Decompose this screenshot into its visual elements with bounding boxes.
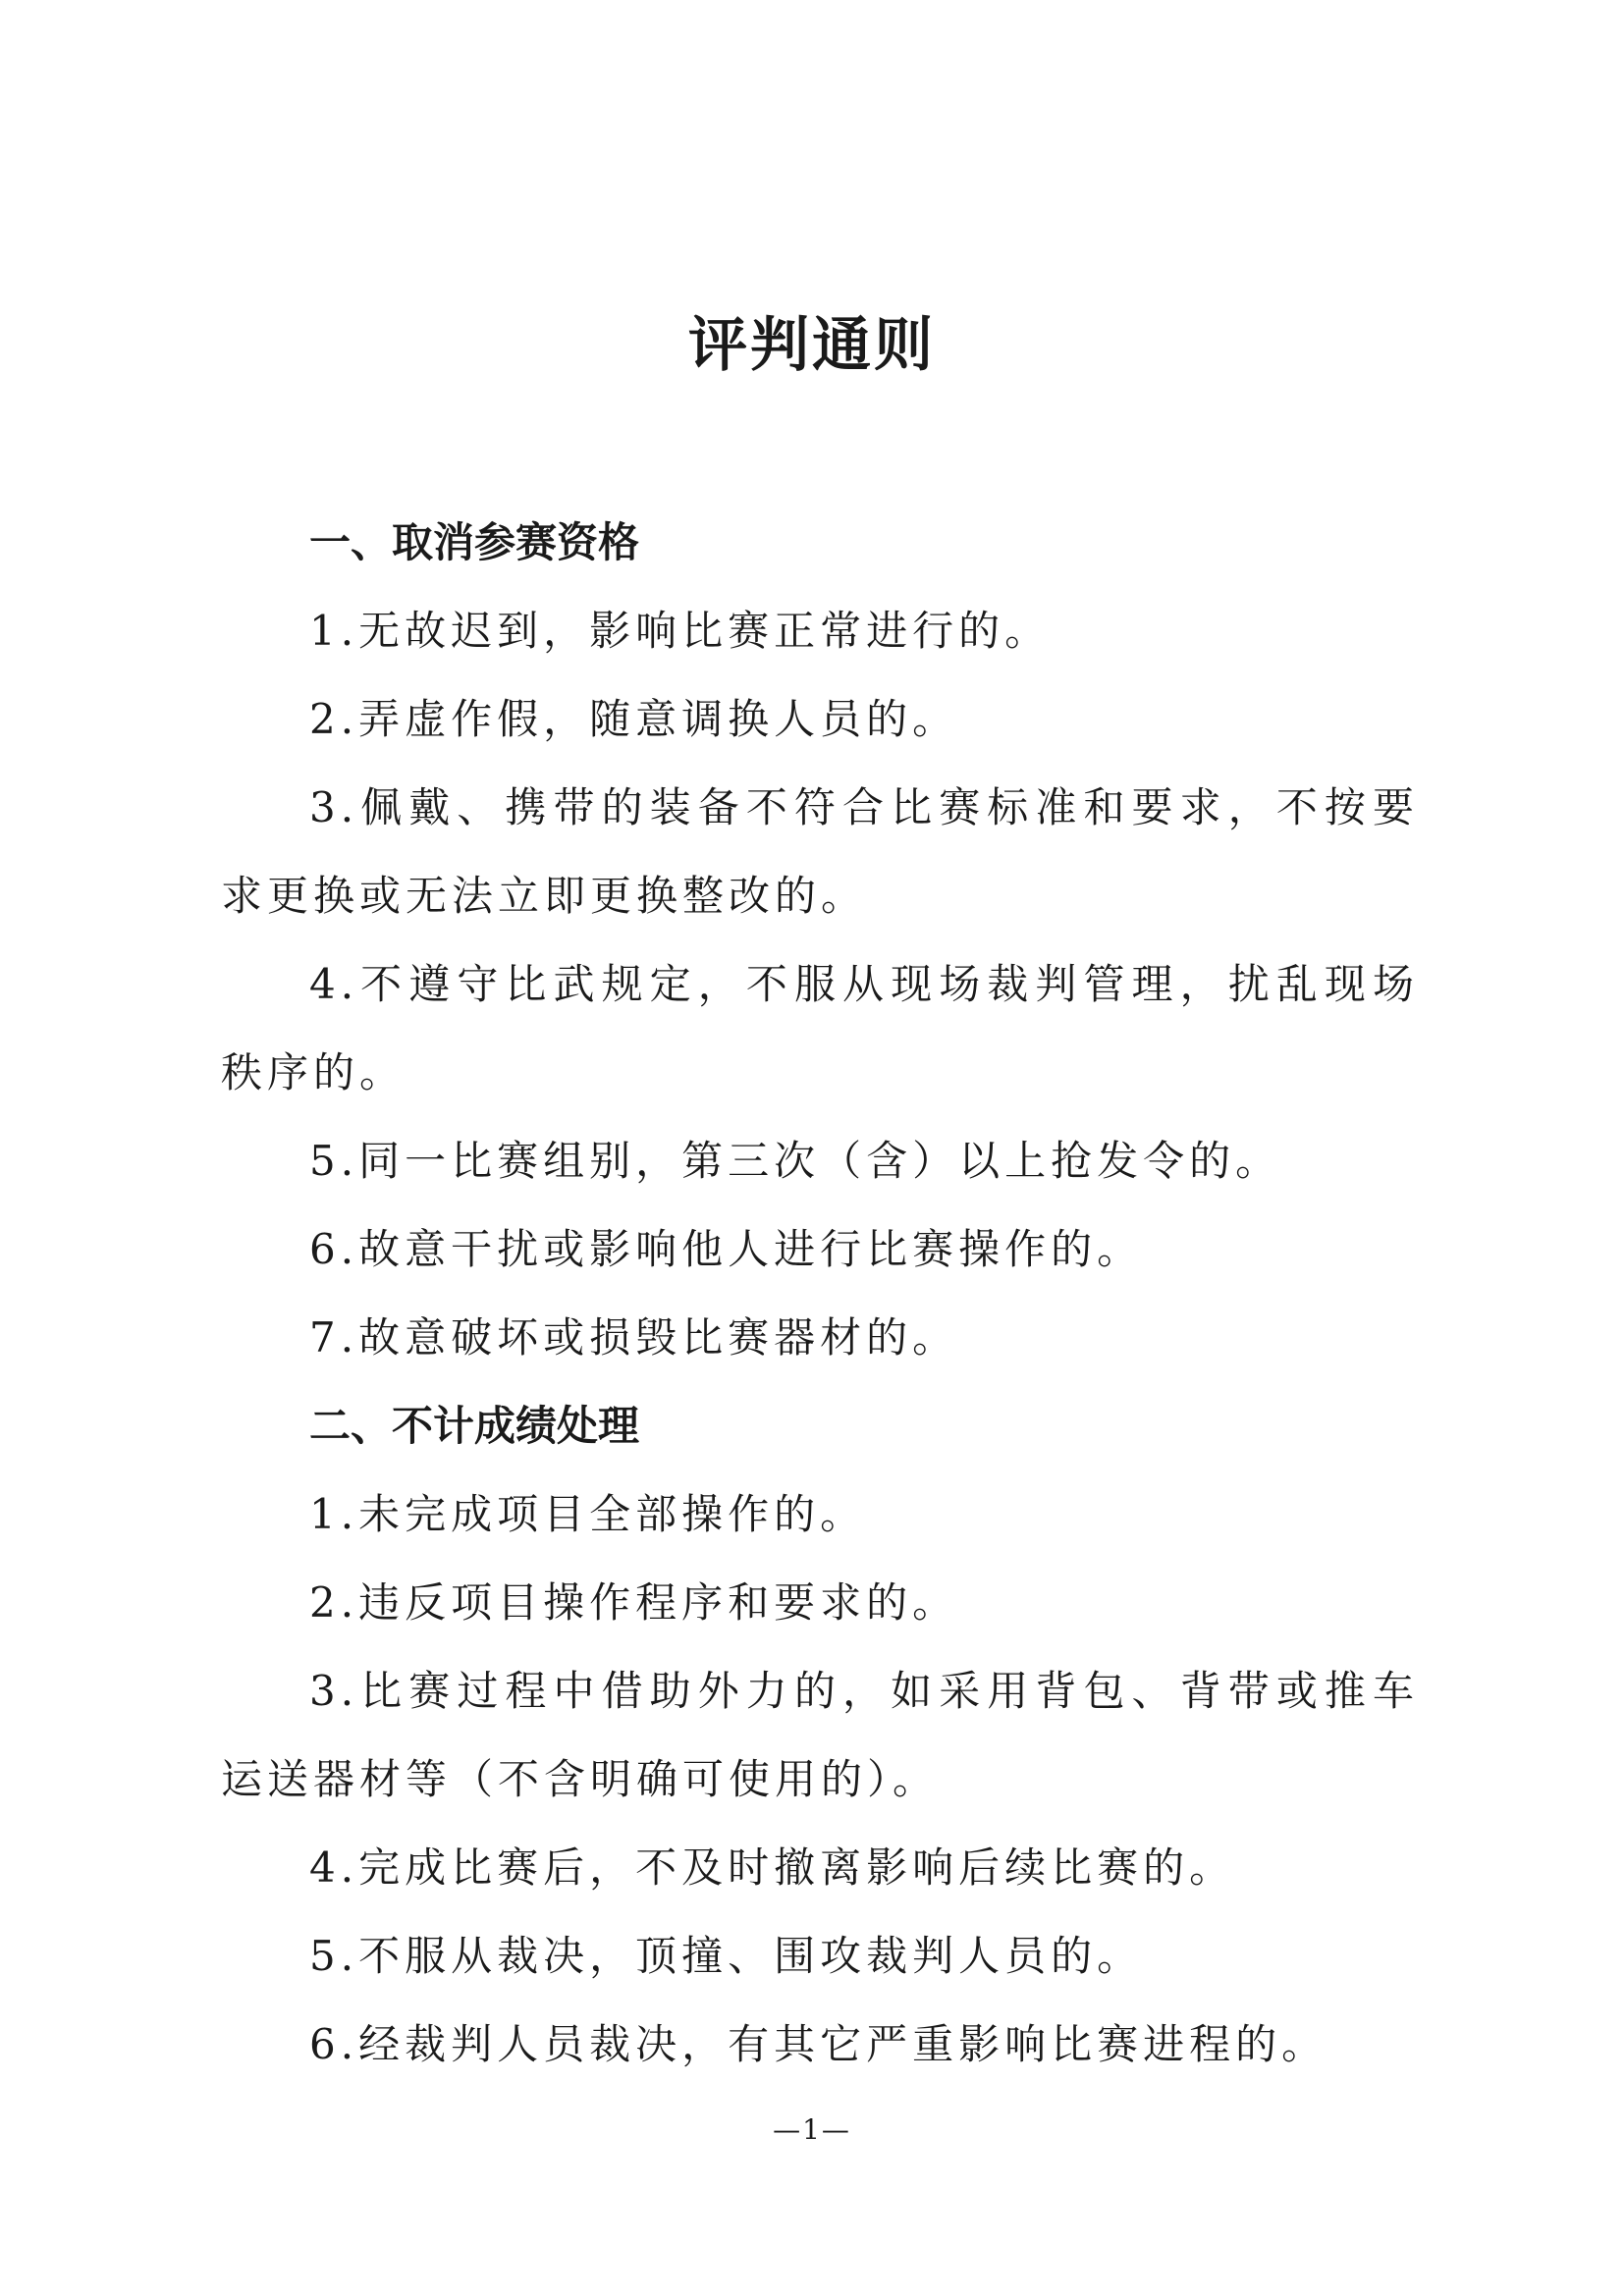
section-no-score (221, 1382, 1419, 2089)
list-item: 5.不服从裁决，顶撞、围攻裁判人员的。 (309, 1932, 1144, 1980)
list-item: 2.弄虚作假，随意调换人员的。 (309, 695, 959, 743)
list-item: 3.比赛过程中借助外力的，如采用背包、背带或推车运送器材等（不含明确可使用的）。 (221, 1667, 1419, 1803)
list-item: 6.故意干扰或影响他人进行比赛操作的。 (309, 1225, 1144, 1273)
list-item: 3.佩戴、携带的装备不符合比赛标准和要求，不按要求更换或无法立即更换整改的。 (221, 783, 1419, 920)
list-item: 6.经裁判人员裁决，有其它严重影响比赛进程的。 (309, 2020, 1328, 2068)
section-heading: 一、取消参赛资格 (309, 518, 640, 566)
list-item: 1.未完成项目全部操作的。 (309, 1490, 867, 1538)
list-item: 5.同一比赛组别，第三次（含）以上抢发令的。 (309, 1137, 1282, 1185)
section-disqualification (221, 499, 1419, 1382)
list-item: 4.完成比赛后，不及时撤离影响后续比赛的。 (309, 1843, 1236, 1892)
list-item: 4.不遵守比武规定，不服从现场裁判管理，扰乱现场秩序的。 (221, 960, 1419, 1096)
document-body (221, 499, 1419, 2089)
list-item: 1.无故迟到，影响比赛正常进行的。 (309, 607, 1052, 655)
section-heading: 二、不计成绩处理 (309, 1402, 640, 1450)
document-title: 评判通则 (688, 311, 936, 380)
page-number: —1— (773, 2113, 851, 2146)
list-item: 2.违反项目操作程序和要求的。 (309, 1578, 959, 1627)
list-item: 7.故意破坏或损毁比赛器材的。 (309, 1313, 959, 1362)
